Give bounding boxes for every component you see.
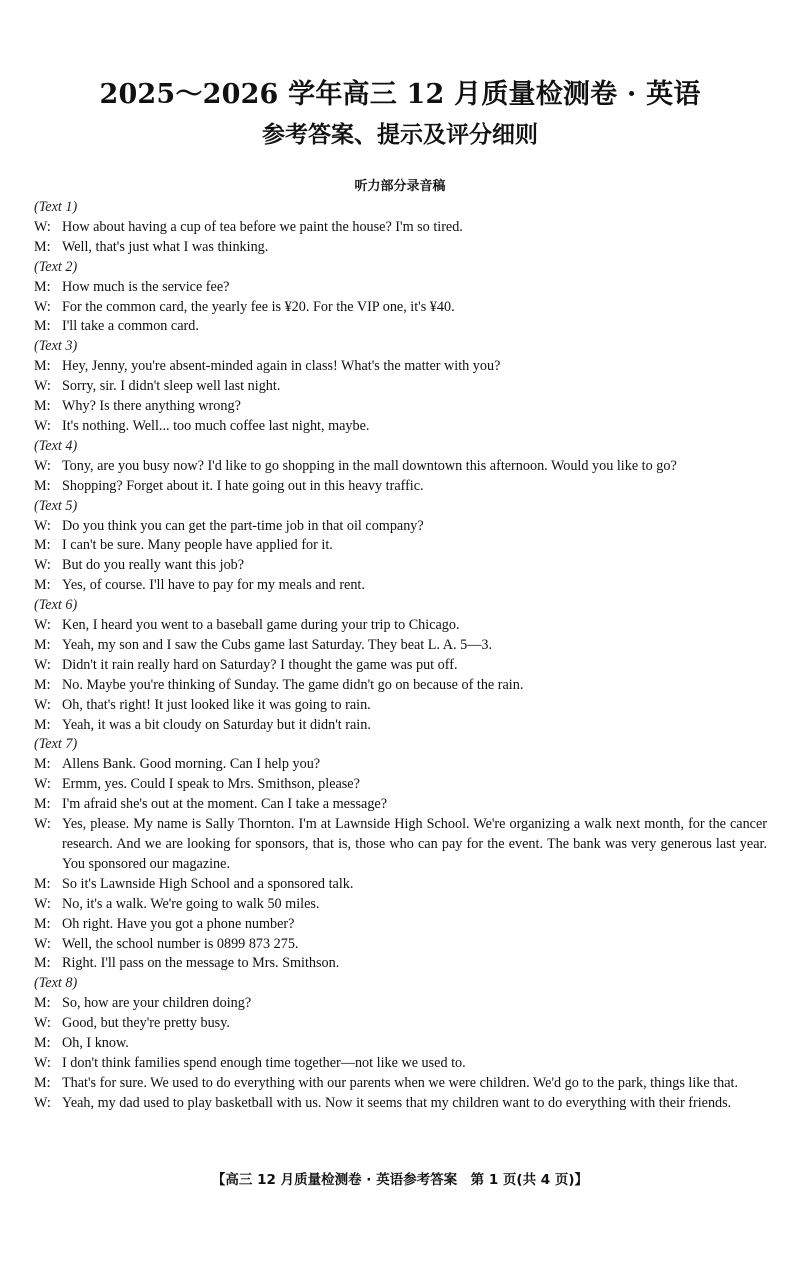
dialogue-line	[34, 815, 767, 875]
text-marker: (Text 5)	[34, 497, 78, 514]
dialogue-text: Oh, I know.	[62, 1035, 129, 1052]
speaker-label: M:	[34, 1035, 51, 1052]
speaker-label: W:	[34, 298, 51, 315]
speaker-label: M:	[34, 955, 51, 972]
dialogue-line	[34, 1094, 767, 1114]
dialogue-line	[34, 875, 767, 895]
dialogue-line	[34, 676, 767, 696]
dialogue-text: Ken, I heard you went to a baseball game during your trip to Chicago.	[62, 617, 460, 634]
speaker-label: W:	[34, 1094, 51, 1111]
dialogue-line	[34, 994, 767, 1014]
text-marker: (Text 7)	[34, 736, 78, 753]
speaker-label: W:	[34, 1015, 51, 1032]
dialogue-text: Well, that's just what I was thinking.	[62, 238, 269, 255]
dialogue-text: Do you think you can get the part-time job in that oil company?	[62, 517, 424, 534]
speaker-label: W:	[34, 935, 51, 952]
dialogue-text: For the common card, the yearly fee is ¥20. For the VIP one, it's ¥40.	[62, 298, 455, 315]
dialogue-text: I'm afraid she's out at the moment. Can I take a message?	[62, 796, 388, 813]
speaker-label: M:	[34, 995, 51, 1012]
dialogue-line	[34, 298, 767, 318]
transcript-body	[34, 198, 767, 1114]
speaker-label: M:	[34, 716, 51, 733]
text-marker: (Text 1)	[34, 199, 78, 215]
speaker-label: M:	[34, 796, 51, 813]
dialogue-text: How about having a cup of tea before we paint the house? I'm so tired.	[62, 218, 463, 235]
dialogue-text: Yes, please. My name is Sally Thornton. I'm at Lawnside High School. We're organizing a walk next month, for the cancer research. And we are looking for sponsors, that is, those who can pay for the event. The bank was very generous last year. You sponsored our magazine.	[62, 816, 767, 872]
page-subtitle: 参考答案、提示及评分细则	[262, 122, 538, 148]
page-footer: 【高三 12 月质量检测卷 · 英语参考答案 第 1 页(共 4 页)】	[211, 1172, 589, 1188]
speaker-label: W:	[34, 218, 51, 235]
text-marker: (Text 2)	[34, 258, 78, 275]
speaker-label: W:	[34, 378, 51, 395]
speaker-label: W:	[34, 617, 51, 634]
dialogue-line	[34, 1014, 767, 1034]
speaker-label: W:	[34, 1054, 51, 1071]
dialogue-line	[34, 357, 767, 377]
dialogue-line	[34, 616, 767, 636]
dialogue-text: But do you really want this job?	[62, 557, 245, 574]
speaker-label: W:	[34, 696, 51, 713]
dialogue-text: Why? Is there anything wrong?	[62, 398, 241, 415]
speaker-label: W:	[34, 816, 51, 833]
dialogue-line	[34, 696, 767, 716]
dialogue-line	[34, 317, 767, 337]
speaker-label: M:	[34, 318, 51, 335]
dialogue-text: Yeah, it was a bit cloudy on Saturday but it didn't rain.	[62, 716, 371, 733]
dialogue-line	[34, 278, 767, 298]
speaker-label: W:	[34, 417, 51, 434]
dialogue-text: Oh, that's right! It just looked like it was going to rain.	[62, 696, 371, 713]
dialogue-text: Didn't it rain really hard on Saturday? I thought the game was put off.	[62, 656, 458, 673]
dialogue-line	[34, 915, 767, 935]
dialogue-text: Tony, are you busy now? I'd like to go shopping in the mall downtown this afternoon. Would you like to go?	[62, 457, 677, 474]
dialogue-text: Allens Bank. Good morning. Can I help you?	[62, 756, 321, 773]
text-marker: (Text 4)	[34, 437, 78, 454]
speaker-label: M:	[34, 477, 51, 494]
dialogue-text: Yeah, my dad used to play basketball with us. Now it seems that my children want to do everything with their friends.	[62, 1094, 732, 1111]
dialogue-text: Well, the school number is 0899 873 275.	[62, 935, 299, 952]
text-marker: (Text 3)	[34, 338, 78, 355]
speaker-label: M:	[34, 398, 51, 415]
dialogue-line	[34, 1034, 767, 1054]
dialogue-text: Yes, of course. I'll have to pay for my meals and rent.	[62, 577, 365, 594]
speaker-label: W:	[34, 895, 51, 912]
dialogue-text: Yeah, my son and I saw the Cubs game last Saturday. They beat L. A. 5—3.	[62, 636, 493, 653]
dialogue-line	[34, 238, 767, 258]
dialogue-line	[34, 457, 767, 477]
speaker-label: W:	[34, 557, 51, 574]
text-marker: (Text 8)	[34, 975, 78, 992]
dialogue-text: How much is the service fee?	[62, 278, 230, 295]
speaker-label: M:	[34, 537, 51, 554]
dialogue-line	[34, 517, 767, 537]
dialogue-text: Shopping? Forget about it. I hate going out in this heavy traffic.	[62, 477, 424, 494]
dialogue-line	[34, 397, 767, 417]
speaker-label: M:	[34, 358, 51, 375]
speaker-label: M:	[34, 915, 51, 932]
dialogue-line	[34, 1054, 767, 1074]
speaker-label: M:	[34, 636, 51, 653]
dialogue-text: I'll take a common card.	[62, 318, 199, 335]
dialogue-line	[34, 795, 767, 815]
dialogue-text: No. Maybe you're thinking of Sunday. The game didn't go on because of the rain.	[62, 676, 524, 693]
dialogue-line	[34, 556, 767, 576]
dialogue-text: Sorry, sir. I didn't sleep well last night.	[62, 378, 281, 395]
dialogue-text: Ermm, yes. Could I speak to Mrs. Smithson, please?	[62, 776, 360, 793]
speaker-label: M:	[34, 278, 51, 295]
speaker-label: M:	[34, 875, 51, 892]
dialogue-line	[34, 536, 767, 556]
dialogue-line	[34, 716, 767, 736]
dialogue-text: It's nothing. Well... too much coffee last night, maybe.	[62, 417, 370, 434]
dialogue-text: Hey, Jenny, you're absent-minded again in class! What's the matter with you?	[62, 358, 501, 375]
dialogue-text: So it's Lawnside High School and a sponsored talk.	[62, 875, 354, 892]
text-marker: (Text 6)	[34, 597, 78, 614]
speaker-label: M:	[34, 676, 51, 693]
speaker-label: W:	[34, 517, 51, 534]
dialogue-line	[34, 477, 767, 497]
dialogue-line	[34, 636, 767, 656]
speaker-label: M:	[34, 577, 51, 594]
speaker-label: W:	[34, 656, 51, 673]
speaker-label: W:	[34, 457, 51, 474]
dialogue-text: Oh right. Have you got a phone number?	[62, 915, 295, 932]
speaker-label: M:	[34, 756, 51, 773]
dialogue-line	[34, 895, 767, 915]
speaker-label: M:	[34, 1074, 51, 1091]
dialogue-line	[34, 954, 767, 974]
dialogue-line	[34, 935, 767, 955]
dialogue-line	[34, 775, 767, 795]
speaker-label: W:	[34, 776, 51, 793]
dialogue-text: Good, but they're pretty busy.	[62, 1015, 230, 1032]
dialogue-text: No, it's a walk. We're going to walk 50 miles.	[62, 895, 320, 912]
dialogue-line	[34, 218, 767, 238]
dialogue-line	[34, 417, 767, 437]
dialogue-line	[34, 576, 767, 596]
speaker-label: M:	[34, 238, 51, 255]
section-heading: 听力部分录音稿	[354, 179, 446, 194]
page-title: 2025～2026 学年高三 12 月质量检测卷 · 英语	[99, 79, 701, 110]
dialogue-line	[34, 1074, 767, 1094]
dialogue-text: I can't be sure. Many people have applied for it.	[62, 537, 333, 554]
dialogue-line	[34, 377, 767, 397]
dialogue-line	[34, 656, 767, 676]
dialogue-line	[34, 755, 767, 775]
dialogue-text: So, how are your children doing?	[62, 995, 252, 1012]
dialogue-text: Right. I'll pass on the message to Mrs. Smithson.	[62, 955, 340, 972]
dialogue-text: I don't think families spend enough time together—not like we used to.	[62, 1054, 466, 1071]
dialogue-text: That's for sure. We used to do everything with our parents when we were children. We'd go to the park, things like that.	[62, 1074, 739, 1091]
